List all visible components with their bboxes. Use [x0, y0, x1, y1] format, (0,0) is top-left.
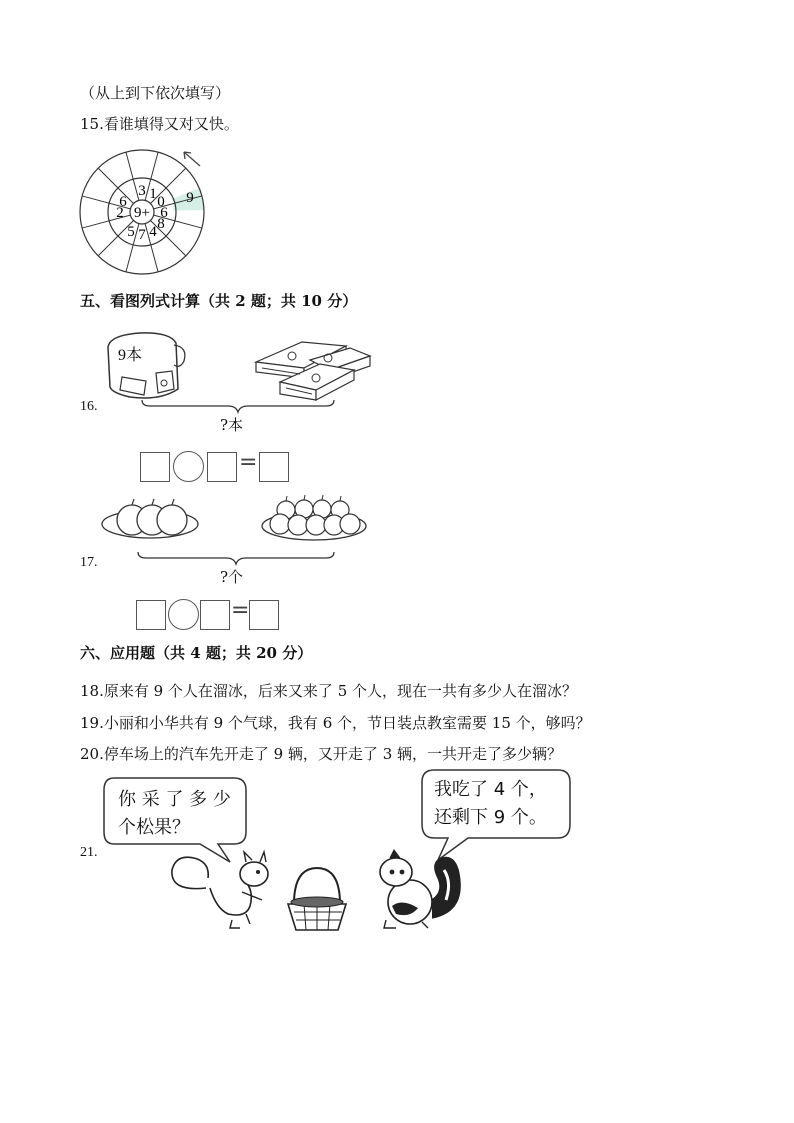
question-19-text: 19.小丽和小华共有 9 个气球，我有 6 个，节日装点教室需要 15 个，够吗？ — [80, 714, 591, 732]
q16-equals-sign: = — [239, 450, 258, 475]
wheel-inner-number: 3 — [138, 183, 146, 199]
q17-total-label: ?个 — [220, 568, 244, 586]
right-squirrel-image — [362, 848, 470, 930]
wheel-spoke — [126, 152, 139, 200]
wheel-center-label: 9+ — [134, 205, 150, 221]
question-21-number: 21. — [80, 845, 98, 860]
section-5-heading: 五、看图列式计算（共 2 题；共 10 分） — [80, 292, 358, 310]
left-bubble-line-1: 你 采 了 多 少 — [118, 789, 231, 810]
q16-total-label: ?本 — [220, 416, 244, 434]
question-20-text: 20.停车场上的汽车先开走了 9 辆，又开走了 3 辆，一共开走了多少辆？ — [80, 745, 563, 763]
wheel-inner-number: 1 — [149, 185, 157, 202]
q16-total-brace — [140, 398, 336, 414]
left-bubble-text — [118, 786, 231, 842]
q16-operator-circle[interactable] — [173, 451, 204, 482]
plate-many-apples-image — [260, 492, 370, 546]
rotation-arrow-icon — [178, 148, 204, 170]
question-15-text: 15.看谁填得又对又快。 — [80, 115, 239, 133]
wheel-inner-number: 8 — [157, 216, 165, 232]
q17-total-brace — [136, 550, 336, 566]
wheel-inner-number: 7 — [138, 227, 146, 243]
book-stacks-image — [250, 334, 375, 406]
q16-answer-box-1[interactable] — [140, 452, 170, 482]
right-bubble-line-1: 我吃了 4 个， — [434, 779, 547, 800]
pinecone-basket-image — [284, 864, 350, 936]
question-17-number: 17. — [80, 555, 98, 570]
q17-equals-sign: = — [231, 598, 250, 623]
left-bubble-line-2: 个松果？ — [118, 817, 190, 838]
question-18-text: 18.原来有 9 个人在溜冰，后来又来了 5 个人，现在一共有多少人在溜冰？ — [80, 682, 578, 700]
q16-answer-box-3[interactable] — [259, 452, 289, 482]
wheel-inner-number: 6 — [160, 205, 168, 221]
wheel-inner-number: 6 — [119, 194, 127, 210]
section-6-heading: 六、应用题（共 4 题；共 20 分） — [80, 644, 313, 662]
fill-instruction: （从上到下依次填写） — [80, 84, 231, 102]
wheel-inner-number: 4 — [149, 224, 157, 241]
schoolbag-image — [100, 327, 190, 403]
q17-operator-circle[interactable] — [168, 599, 199, 630]
wheel-answer-label: 9 — [186, 190, 194, 206]
q17-answer-box-2[interactable] — [200, 600, 230, 630]
q17-answer-box-1[interactable] — [136, 600, 166, 630]
left-squirrel-image — [166, 848, 276, 932]
q17-answer-box-3[interactable] — [249, 600, 279, 630]
wheel-inner-number: 2 — [116, 205, 124, 221]
right-bubble-text — [434, 776, 547, 832]
q16-answer-box-2[interactable] — [207, 452, 237, 482]
wheel-inner-number: 0 — [157, 194, 165, 210]
wheel-inner-number: 5 — [127, 224, 135, 241]
wheel-spoke — [98, 168, 133, 203]
schoolbag-label: 9本 — [118, 347, 143, 364]
right-bubble-line-2: 还剩下 9 个。 — [434, 807, 547, 828]
question-16-number: 16. — [80, 399, 98, 414]
plate-three-apples-image — [100, 494, 202, 546]
